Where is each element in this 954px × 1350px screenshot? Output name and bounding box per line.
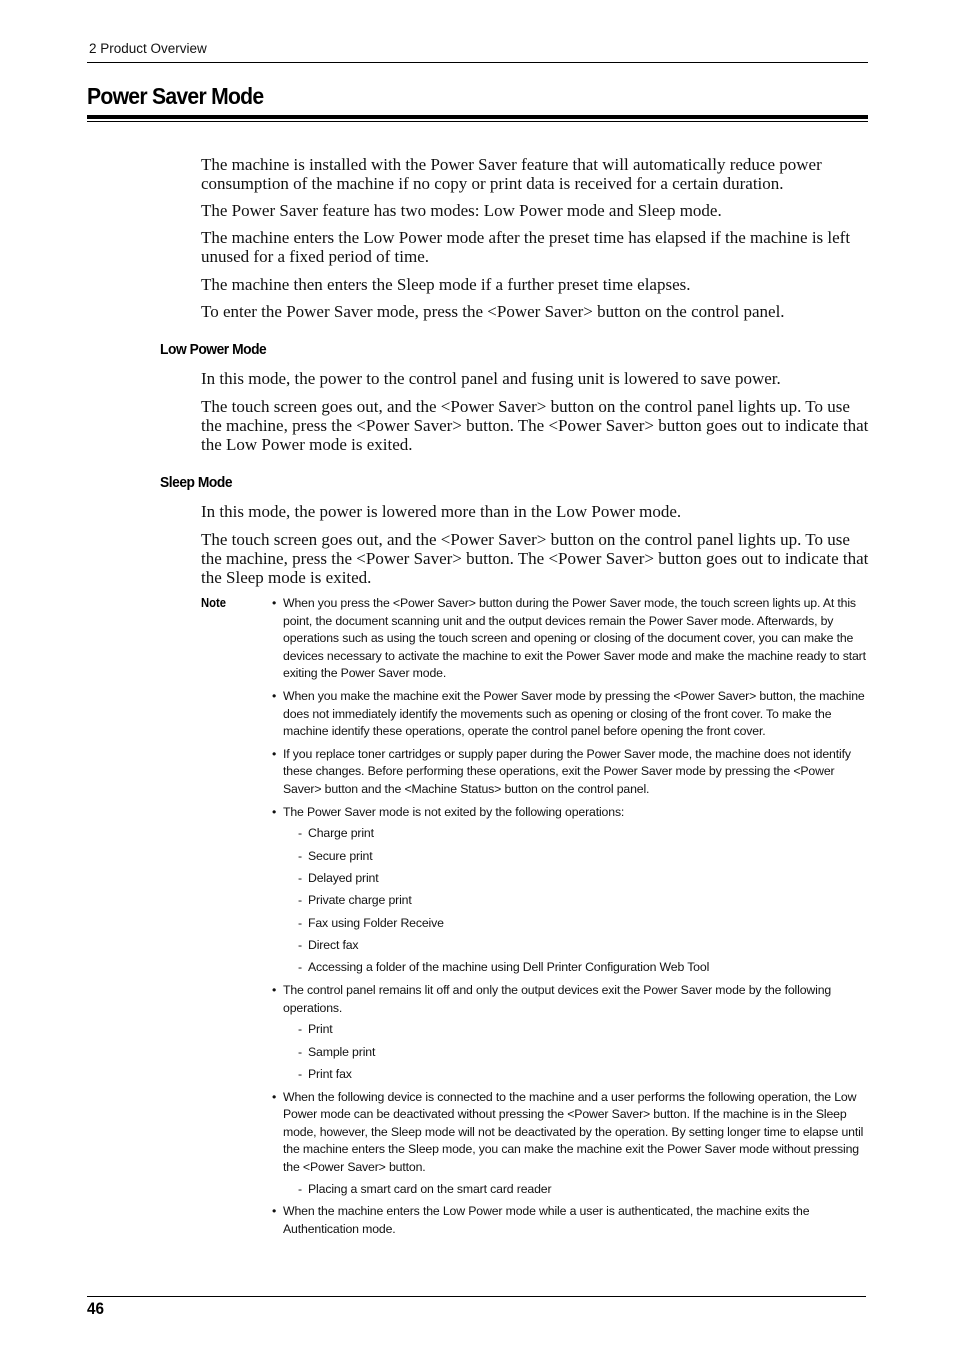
low-power-paragraph: In this mode, the power to the control panel and fusing unit is lowered to save power. — [201, 369, 781, 388]
output-device-operations-list — [283, 1021, 868, 1083]
not-exited-operations-list — [283, 825, 868, 977]
note-bullet: • The Power Saver mode is not exited by the following operations: - Charge print - Secure print - Delayed print - Private charge print - Fax using Folder Receive - Direct fax - Accessing a folder of the machine using Dell Printer Configuration Web Tool — [272, 804, 868, 978]
page-title: Power Saver Mode — [87, 83, 264, 109]
note-label: Note — [201, 596, 227, 610]
note-list — [272, 595, 868, 1243]
note-bullet: • If you replace toner cartridges or supply paper during the Power Saver mode, the machine does not identify these changes. Before performing these operations, exit the Power Saver mode by pressing the <Power Saver> button and the <Machine Status> button on the control panel. — [272, 746, 851, 796]
list-item: - Accessing a folder of the machine using Dell Printer Configuration Web Tool — [298, 960, 710, 975]
low-power-paragraph: The touch screen goes out, and the <Power Saver> button on the control panel lights up. To use the machine, press the <Power Saver> button. The <Power Saver> button goes out to indicate that the Low Power mode is exited. — [201, 397, 869, 454]
intro-paragraph: To enter the Power Saver mode, press the <Power Saver> button on the control panel. — [201, 302, 785, 321]
list-item: - Print — [298, 1022, 333, 1037]
page-number: 46 — [87, 1299, 105, 1318]
note-bullet: • When you press the <Power Saver> button during the Power Saver mode, the touch screen lights up. At this point, the document scanning unit and the output devices remain the Power Saver mode. Afterwards, by operations such as using the touch screen and opening or closing of the document cover, you can make the devices necessary to activate the machine to exit the Power Saver mode and make the machine ready to start exiting the Power Saver mode. — [272, 596, 866, 681]
intro-paragraph: The Power Saver feature has two modes: Low Power mode and Sleep mode. — [201, 201, 722, 220]
list-item: - Direct fax — [298, 938, 359, 953]
sleep-mode-paragraph: The touch screen goes out, and the <Power Saver> button on the control panel lights up. To use the machine, press the <Power Saver> button. The <Power Saver> button goes out to indicate that the Sleep mode is exited. — [201, 530, 869, 587]
list-item: - Placing a smart card on the smart card reader — [298, 1181, 552, 1196]
intro-paragraph: The machine then enters the Sleep mode if a further preset time elapses. — [201, 275, 691, 294]
low-power-heading: Low Power Mode — [160, 341, 267, 358]
title-divider-thick — [87, 115, 868, 119]
intro-paragraph: The machine is installed with the Power Saver feature that will automatically reduce power consumption of the machine if no copy or print data is received for a certain duration. — [201, 155, 822, 193]
bullet-icon: • — [272, 1089, 277, 1104]
intro-paragraph: The machine enters the Low Power mode after the preset time has elapsed if the machine is left unused for a fixed period of time. — [201, 228, 851, 266]
bullet-icon: • — [272, 596, 277, 610]
title-divider-thin — [87, 121, 868, 122]
list-item: - Print fax — [298, 1067, 352, 1082]
bullet-icon: • — [272, 1204, 277, 1219]
note-bullet: • When the machine enters the Low Power mode while a user is authenticated, the machine exits the Authentication mode. — [272, 1204, 810, 1236]
header-divider — [87, 62, 868, 63]
list-item: - Charge print — [298, 826, 374, 841]
note-bullet: • When you make the machine exit the Power Saver mode by pressing the <Power Saver> button, the machine does not immediately identify the movements such as opening or closing of the front cover. To make the machine identify these operations, operate the control panel before opening the front cover. — [272, 688, 865, 739]
sleep-mode-heading: Sleep Mode — [160, 474, 233, 491]
running-header: 2 Product Overview — [89, 41, 207, 56]
device-operations-list — [283, 1181, 868, 1199]
list-item: - Sample print — [298, 1044, 376, 1059]
list-item: - Fax using Folder Receive — [298, 915, 444, 930]
bullet-icon: • — [272, 983, 277, 998]
bullet-icon: • — [272, 688, 277, 703]
bullet-icon: • — [272, 746, 277, 761]
bullet-icon: • — [272, 804, 277, 819]
list-item: - Secure print — [298, 848, 373, 863]
list-item: - Delayed print — [298, 870, 379, 885]
note-bullet: • When the following device is connected to the machine and a user performs the following operation, the Low Power mode can be deactivated without pressing the <Power Saver> button. If the machine is in the Sleep mode, however, the Sleep mode will not be deactivated by the operation. By setting longer time to elapse until the machine enters the Sleep mode, you can make the machine exit the Power Saver mode without pressing the <Power Saver> button. - Placing a smart card on the smart card reader — [272, 1089, 868, 1199]
sleep-mode-paragraph: In this mode, the power is lowered more than in the Low Power mode. — [201, 502, 682, 521]
footer-divider — [87, 1296, 866, 1297]
note-bullet: • The control panel remains lit off and only the output devices exit the Power Saver mode by the following operations. - Print - Sample print - Print fax — [272, 982, 868, 1084]
list-item: - Private charge print — [298, 893, 412, 908]
